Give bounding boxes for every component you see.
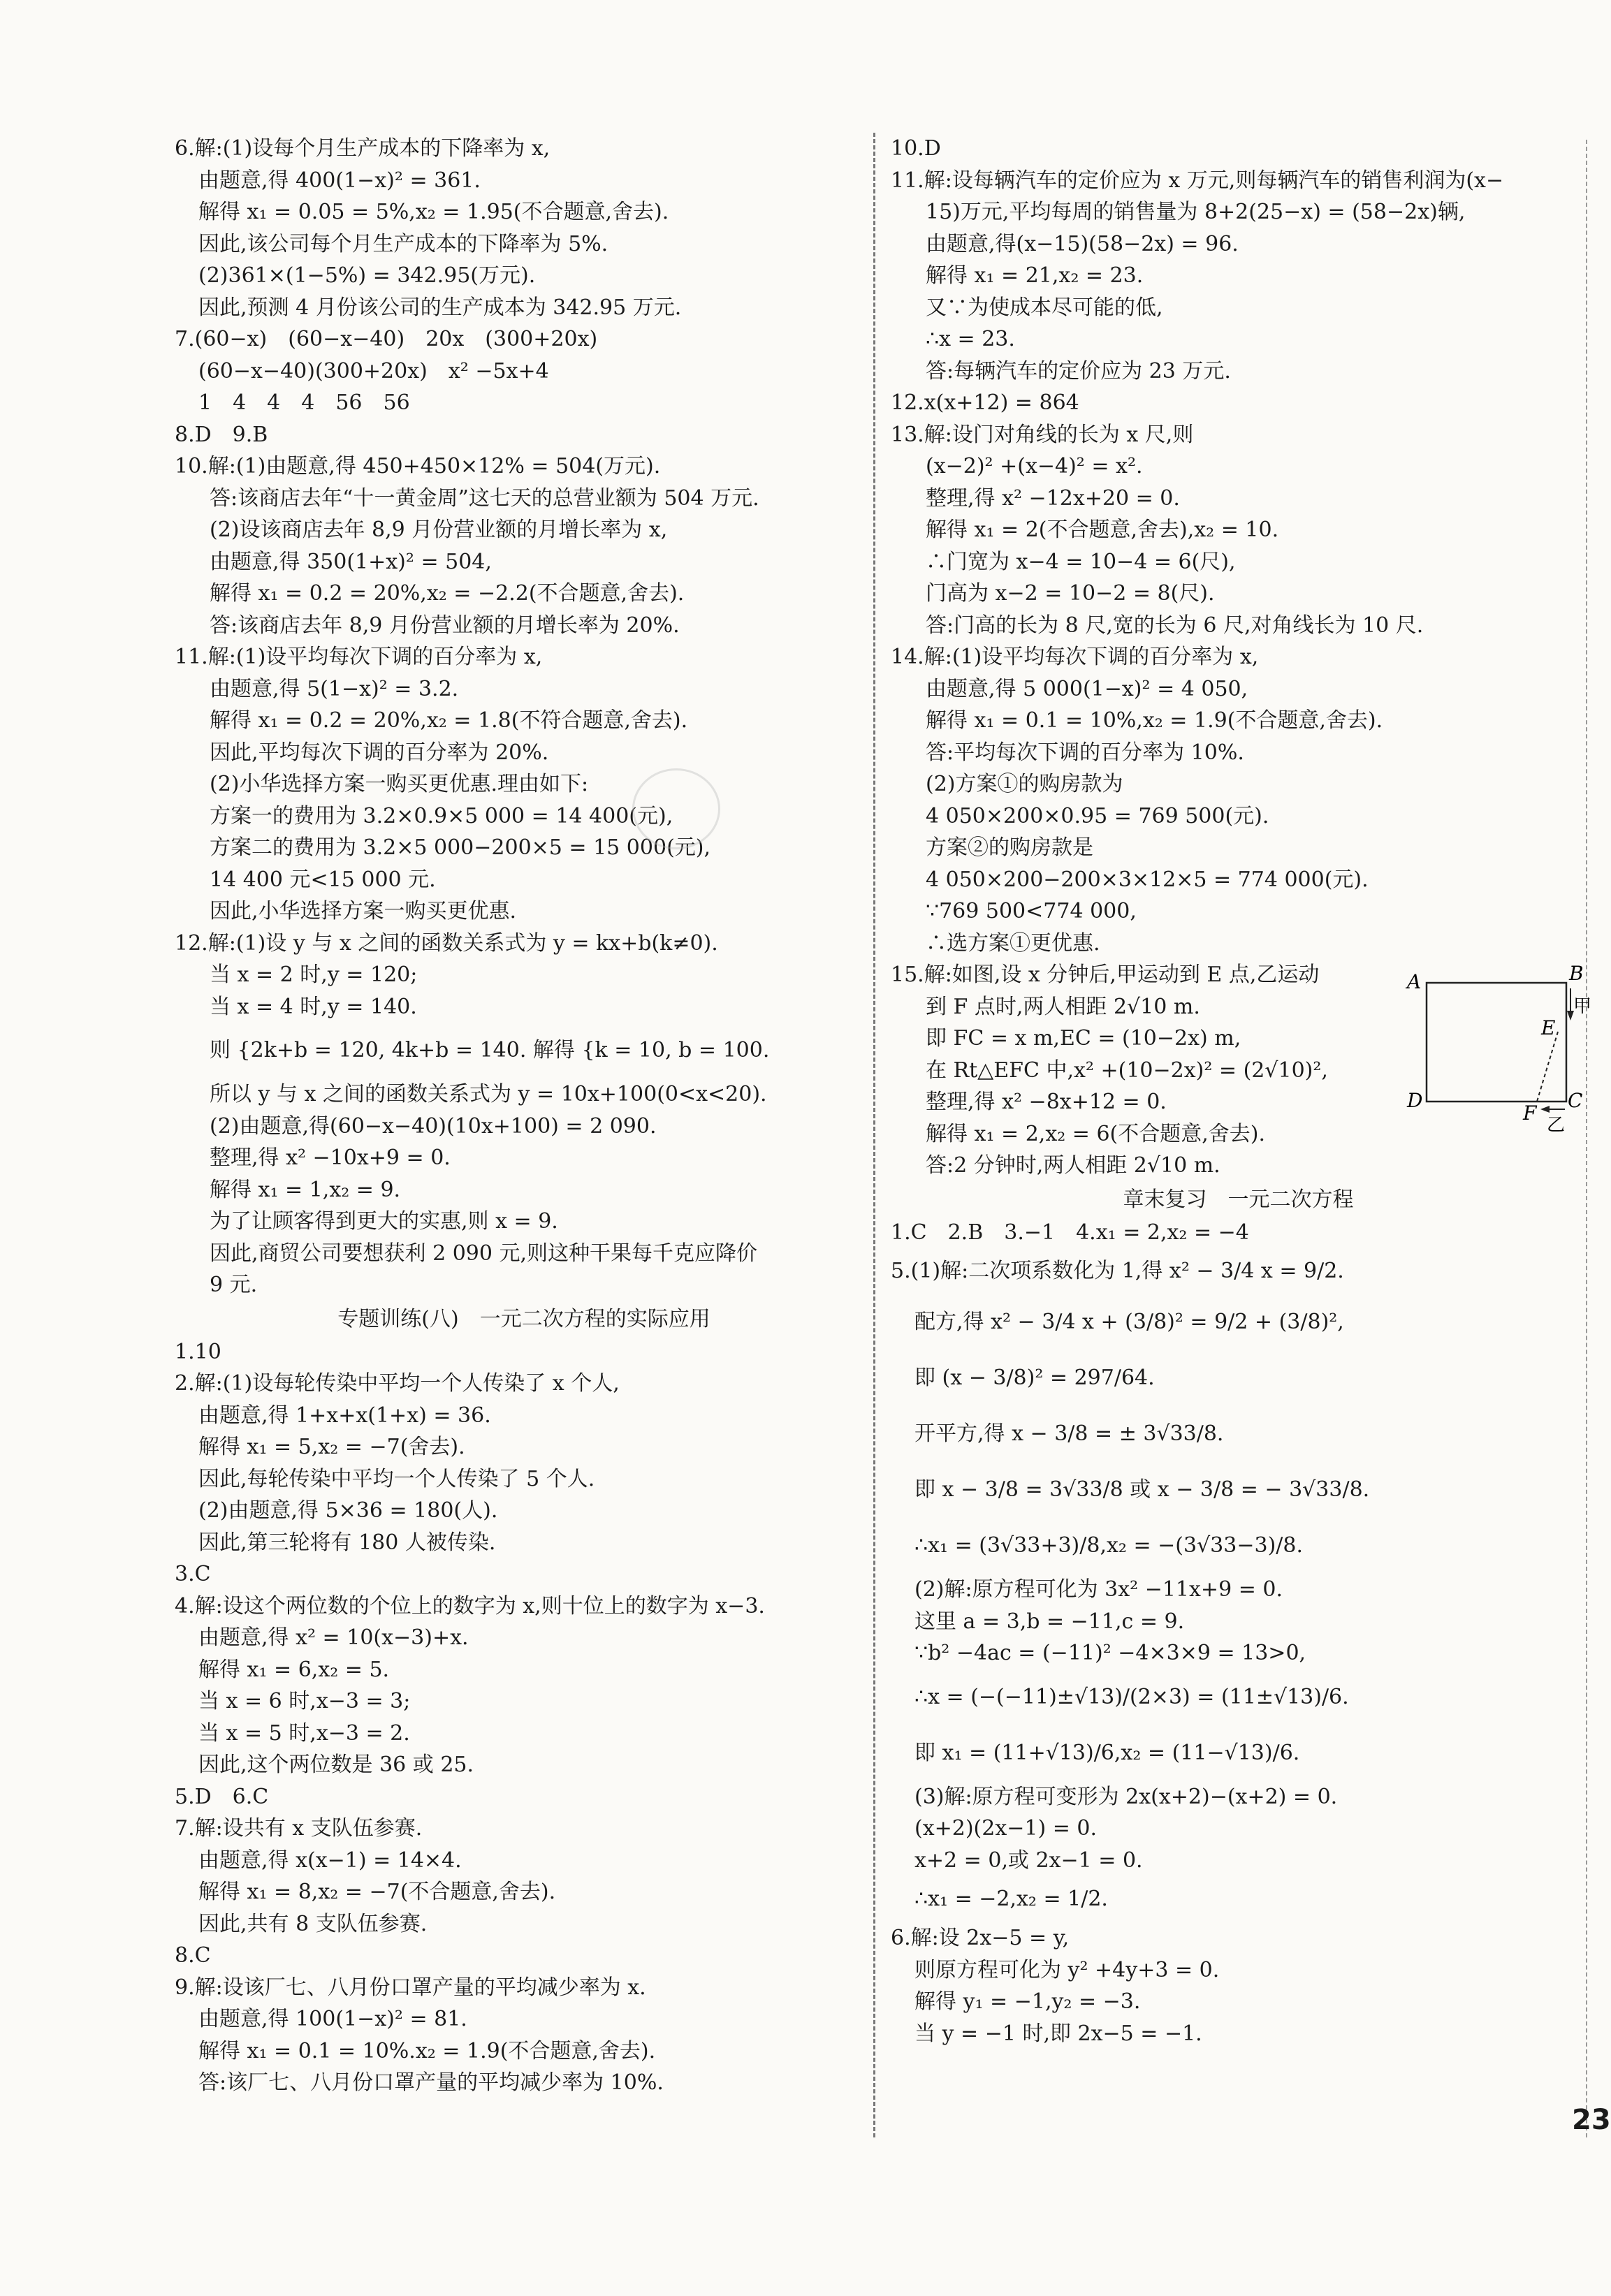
square-abcd xyxy=(1427,983,1566,1102)
text-line: ∴x = 23. xyxy=(926,327,1015,351)
text-line: 15)万元,平均每周的销售量为 8+2(25−x) = (58−2x)辆, xyxy=(926,200,1466,224)
column-divider xyxy=(873,133,875,2137)
text-line: 9.解:设该厂七、八月份口罩产量的平均减少率为 x. xyxy=(175,1975,646,2000)
text-line: 在 Rt△EFC 中,x² +(10−2x)² = (2√10)², xyxy=(926,1058,1328,1083)
text-line: 所以 y 与 x 之间的函数关系式为 y = 10x+100(0<x<20). xyxy=(210,1082,767,1106)
text-line: 8.D 9.B xyxy=(175,422,268,447)
text-line: 答:每辆汽车的定价应为 23 万元. xyxy=(926,358,1231,383)
text-line: 这里 a = 3,b = −11,c = 9. xyxy=(914,1609,1185,1634)
text-line: 14 400 元<15 000 元. xyxy=(210,867,436,892)
text-line: (x+2)(2x−1) = 0. xyxy=(914,1816,1098,1841)
text-line: 4 050×200×0.95 = 769 500(元). xyxy=(926,803,1269,828)
text-line: 10.解:(1)由题意,得 450+450×12% = 504(万元). xyxy=(175,454,661,478)
text-line: 答:该商店去年 8,9 月份营业额的月增长率为 20%. xyxy=(210,613,680,638)
text-line: 解得 x₁ = 0.2 = 20%,x₂ = −2.2(不合题意,舍去). xyxy=(210,581,685,606)
text-line: 解得 x₁ = 21,x₂ = 23. xyxy=(926,263,1144,288)
text-line: 由题意,得 1+x+x(1+x) = 36. xyxy=(198,1403,491,1428)
text-line: 解得 y₁ = −1,y₂ = −3. xyxy=(914,1989,1141,2014)
text-line: 解得 x₁ = 0.05 = 5%,x₂ = 1.95(不合题意,舍去). xyxy=(198,200,669,224)
text-line: 因此,共有 8 支队伍参赛. xyxy=(198,1911,428,1936)
text-line: ∴x₁ = (3√33+3)/8,x₂ = −(3√33−3)/8. xyxy=(914,1533,1304,1558)
text-line: 即 (x − 3/8)² = 297/64. xyxy=(914,1366,1155,1390)
text-line: (60−x−40)(300+20x) x² −5x+4 xyxy=(198,358,549,383)
text-line: 7.(60−x) (60−x−40) 20x (300+20x) xyxy=(175,327,598,351)
text-line: x+2 = 0,或 2x−1 = 0. xyxy=(914,1848,1143,1873)
text-line: 解得 x₁ = 2(不合题意,舍去),x₂ = 10. xyxy=(926,518,1279,542)
text-line: 因此,每轮传染中平均一个人传染了 5 个人. xyxy=(198,1466,595,1491)
text-line: 解得 x₁ = 0.1 = 10%.x₂ = 1.9(不合题意,舍去). xyxy=(198,2038,656,2063)
text-line: (x−2)² +(x−4)² = x². xyxy=(926,454,1143,478)
text-line: 当 y = −1 时,即 2x−5 = −1. xyxy=(914,2021,1202,2046)
text-line: 解得 x₁ = 1,x₂ = 9. xyxy=(210,1177,401,1202)
text-line: 答:门高的长为 8 尺,宽的长为 6 尺,对角线长为 10 尺. xyxy=(926,613,1424,638)
text-line: 4.解:设这个两位数的个位上的数字为 x,则十位上的数字为 x−3. xyxy=(175,1593,765,1618)
label-b: B xyxy=(1569,962,1584,985)
text-line: 门高为 x−2 = 10−2 = 8(尺). xyxy=(926,581,1215,606)
text-line: 1 4 4 4 56 56 xyxy=(198,390,410,415)
faint-stamp xyxy=(632,768,720,849)
text-line: 10.D xyxy=(891,136,941,161)
text-line: 6.解:(1)设每个月生产成本的下降率为 x, xyxy=(175,136,551,161)
text-line: 4 050×200−200×3×12×5 = 774 000(元). xyxy=(926,867,1369,892)
text-line: ∴x = (−(−11)±√13)/(2×3) = (11±√13)/6. xyxy=(914,1684,1349,1709)
text-line: 11.解:设每辆汽车的定价应为 x 万元,则每辆汽车的销售利润为(x− xyxy=(891,168,1504,193)
text-line: 3.C xyxy=(175,1562,211,1586)
text-line: (2)由题意,得(60−x−40)(10x+100) = 2 090. xyxy=(210,1113,657,1139)
text-line: 解得 x₁ = 0.2 = 20%,x₂ = 1.8(不符合题意,舍去). xyxy=(210,708,688,733)
text-line: 整理,得 x² −10x+9 = 0. xyxy=(210,1146,451,1170)
text-line: ∵769 500<774 000, xyxy=(926,899,1137,923)
text-line: ∵b² −4ac = (−11)² −4×3×9 = 13>0, xyxy=(914,1641,1306,1665)
text-line: 整理,得 x² −8x+12 = 0. xyxy=(926,1090,1167,1114)
text-line: 配方,得 x² − 3/4 x + (3/8)² = 9/2 + (3/8)², xyxy=(914,1310,1344,1334)
text-line: 方案二的费用为 3.2×5 000−200×5 = 15 000(元), xyxy=(210,835,711,860)
text-line: 当 x = 2 时,y = 120; xyxy=(210,963,418,987)
text-line: 由题意,得 350(1+x)² = 504, xyxy=(210,549,492,574)
text-line: (2)解:原方程可化为 3x² −11x+9 = 0. xyxy=(914,1577,1283,1602)
label-e: E xyxy=(1541,1016,1556,1039)
text-line: 因此,第三轮将有 180 人被传染. xyxy=(198,1530,496,1555)
text-line: 当 x = 4 时,y = 140. xyxy=(210,994,417,1019)
square-motion-figure xyxy=(1397,962,1592,1136)
text-line: 因此,商贸公司要想获利 2 090 元,则这种干果每千克应降价 xyxy=(210,1241,758,1266)
text-line: 开平方,得 x − 3/8 = ± 3√33/8. xyxy=(914,1421,1224,1446)
left-column xyxy=(175,133,873,2099)
text-line: 由题意,得 100(1−x)² = 81. xyxy=(198,2007,467,2031)
text-line: 因此,平均每次下调的百分率为 20%. xyxy=(210,740,549,765)
text-line: 解得 x₁ = 5,x₂ = −7(舍去). xyxy=(198,1435,465,1459)
text-line: 13.解:设门对角线的长为 x 尺,则 xyxy=(891,422,1194,447)
text-line: 方案②的购房款是 xyxy=(926,835,1093,860)
text-line: 因此,这个两位数是 36 或 25. xyxy=(198,1753,474,1777)
text-line: 由题意,得(x−15)(58−2x) = 96. xyxy=(926,231,1239,256)
label-yi: 乙 xyxy=(1547,1115,1566,1136)
text-line: 5.D 6.C xyxy=(175,1784,269,1809)
text-line: 由题意,得 5 000(1−x)² = 4 050, xyxy=(926,676,1248,701)
text-line: 即 x − 3/8 = 3√33/8 或 x − 3/8 = − 3√33/8. xyxy=(914,1477,1370,1502)
text-line: 解得 x₁ = 2,x₂ = 6(不合题意,舍去). xyxy=(926,1121,1266,1146)
page-number: 23 xyxy=(1572,2104,1611,2136)
text-line: 答:该商店去年“十一黄金周”这七天的总营业额为 504 万元. xyxy=(210,485,759,511)
text-line: 9 元. xyxy=(210,1273,258,1297)
text-line: (2)由题意,得 5×36 = 180(人). xyxy=(198,1498,498,1523)
text-line: 15.解:如图,设 x 分钟后,甲运动到 E 点,乙运动 xyxy=(891,963,1320,987)
text-line: 解得 x₁ = 8,x₂ = −7(不合题意,舍去). xyxy=(198,1880,556,1904)
label-a: A xyxy=(1407,970,1422,993)
text-line: 为了让顾客得到更大的实惠,则 x = 9. xyxy=(210,1209,558,1234)
text-line: 6.解:设 2x−5 = y, xyxy=(891,1926,1070,1950)
text-line: 14.解:(1)设平均每次下调的百分率为 x, xyxy=(891,645,1259,669)
text-line: 则原方程可化为 y² +4y+3 = 0. xyxy=(914,1957,1220,1982)
text-line: (2)小华选择方案一购买更优惠.理由如下: xyxy=(210,772,589,796)
label-f: F xyxy=(1523,1102,1537,1125)
text-line: 2.解:(1)设每轮传染中平均一个人传染了 x 个人, xyxy=(175,1371,620,1396)
text-line: 整理,得 x² −12x+20 = 0. xyxy=(926,485,1180,511)
text-line: 因此,该公司每个月生产成本的下降率为 5%. xyxy=(198,231,608,256)
text-line: 到 F 点时,两人相距 2√10 m. xyxy=(926,994,1200,1019)
text-line: 1.10 xyxy=(175,1339,221,1364)
section-title: 章末复习 一元二次方程 xyxy=(1123,1187,1354,1212)
text-line: 当 x = 6 时,x−3 = 3; xyxy=(198,1689,411,1713)
page-edge-line xyxy=(1586,140,1587,2137)
text-line: 解得 x₁ = 0.1 = 10%,x₂ = 1.9(不合题意,舍去). xyxy=(926,708,1383,733)
text-line: 由题意,得 400(1−x)² = 361. xyxy=(198,168,481,193)
text-line: 由题意,得 x² = 10(x−3)+x. xyxy=(198,1625,469,1650)
text-line: 由题意,得 x(x−1) = 14×4. xyxy=(198,1848,462,1873)
section-title: 专题训练(八) 一元二次方程的实际应用 xyxy=(337,1306,710,1331)
label-c: C xyxy=(1568,1089,1583,1112)
text-line: (2)设该商店去年 8,9 月份营业额的月增长率为 x, xyxy=(210,518,668,542)
text-line: 即 x₁ = (11+√13)/6,x₂ = (11−√13)/6. xyxy=(914,1740,1300,1765)
text-line: 答:2 分钟时,两人相距 2√10 m. xyxy=(926,1153,1220,1178)
text-line: 因此,预测 4 月份该公司的生产成本为 342.95 万元. xyxy=(198,295,682,320)
text-line: 7.解:设共有 x 支队伍参赛. xyxy=(175,1816,423,1841)
text-line: 解得 x₁ = 6,x₂ = 5. xyxy=(198,1657,390,1682)
text-line: 5.(1)解:二次项系数化为 1,得 x² − 3/4 x = 9/2. xyxy=(891,1259,1344,1283)
text-line: 1.C 2.B 3.−1 4.x₁ = 2,x₂ = −4 xyxy=(891,1220,1249,1245)
text-line: 8.C xyxy=(175,1943,211,1968)
text-line: ∴选方案①更优惠. xyxy=(926,930,1100,956)
text-line: 则 {2k+b = 120, 4k+b = 140. 解得 {k = 10, b = 100. xyxy=(210,1038,770,1062)
text-line: 12.解:(1)设 y 与 x 之间的函数关系式为 y = kx+b(k≠0). xyxy=(175,930,718,956)
text-line: (3)解:原方程可变形为 2x(x+2)−(x+2) = 0. xyxy=(914,1784,1338,1809)
segment-ef xyxy=(1537,1032,1558,1102)
text-line: (2)361×(1−5%) = 342.95(万元). xyxy=(198,263,536,288)
text-line: ∴门宽为 x−4 = 10−4 = 6(尺), xyxy=(926,549,1236,574)
text-line: 答:该厂七、八月份口罩产量的平均减少率为 10%. xyxy=(198,2070,664,2095)
text-line: 即 FC = x m,EC = (10−2x) m, xyxy=(926,1026,1241,1051)
text-line: 又∵为使成本尽可能的低, xyxy=(926,295,1163,320)
text-line: 当 x = 5 时,x−3 = 2. xyxy=(198,1720,410,1746)
text-line: 方案一的费用为 3.2×0.9×5 000 = 14 400(元), xyxy=(210,803,673,828)
text-line: (2)方案①的购房款为 xyxy=(926,772,1123,796)
arrow-yi-head xyxy=(1540,1106,1550,1113)
label-d: D xyxy=(1407,1089,1423,1112)
text-line: 由题意,得 5(1−x)² = 3.2. xyxy=(210,676,459,701)
text-line: 答:平均每次下调的百分率为 10%. xyxy=(926,740,1244,765)
text-line: ∴x₁ = −2,x₂ = 1/2. xyxy=(914,1887,1108,1911)
text-line: 因此,小华选择方案一购买更优惠. xyxy=(210,899,517,923)
label-jia: 甲 xyxy=(1573,996,1592,1017)
text-line: 11.解:(1)设平均每次下调的百分率为 x, xyxy=(175,645,543,669)
text-line: 12.x(x+12) = 864 xyxy=(891,390,1079,415)
